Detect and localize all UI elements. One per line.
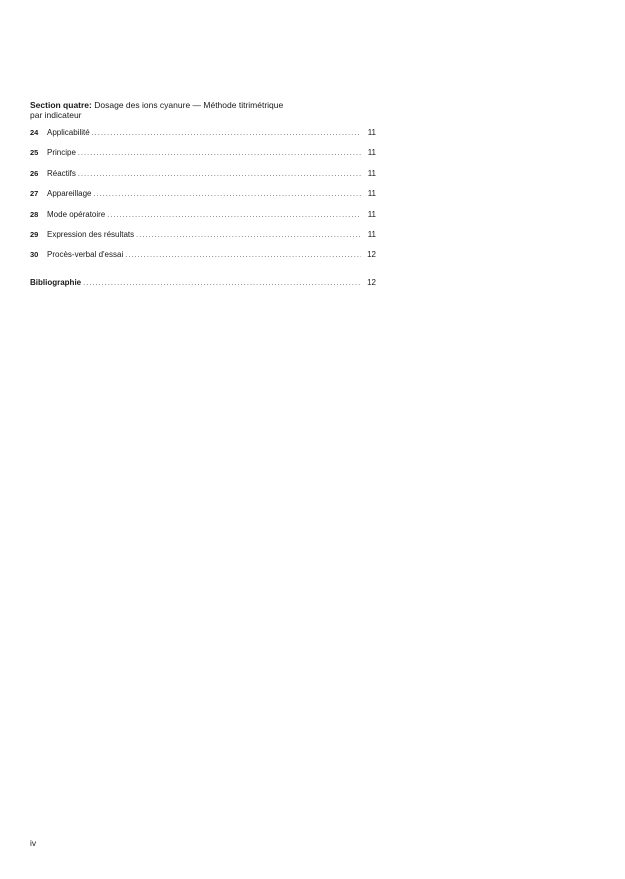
toc-leader-dots xyxy=(92,129,361,139)
toc-entry-title: Applicabilité xyxy=(47,128,90,137)
toc-leader-dots xyxy=(83,279,361,289)
toc-entry-title: Appareillage xyxy=(47,189,92,199)
section-heading xyxy=(30,100,360,120)
table-of-contents xyxy=(30,128,376,271)
bibliography-page: 12 xyxy=(367,278,376,287)
toc-entry[interactable] xyxy=(30,210,376,230)
toc-entry-title: Mode opératoire xyxy=(47,209,106,219)
toc-entry-number: 25 xyxy=(30,148,39,158)
toc-entry-number: 24 xyxy=(30,128,39,137)
toc-entry-title: Procès-verbal d'essai xyxy=(47,250,124,260)
toc-entry[interactable] xyxy=(30,250,376,270)
toc-entry-page: 11 xyxy=(367,189,376,199)
toc-leader-dots xyxy=(78,170,361,180)
toc-entry-number: 29 xyxy=(30,229,39,239)
toc-leader-dots xyxy=(125,251,361,261)
toc-entry-title: Principe xyxy=(47,148,76,158)
bibliography-title: Bibliographie xyxy=(30,278,82,287)
toc-entry-page: 11 xyxy=(367,128,376,137)
toc-entry-number: 28 xyxy=(30,209,39,219)
toc-entry-page: 11 xyxy=(367,148,376,158)
toc-entry-number: 27 xyxy=(30,189,39,199)
toc-entry[interactable] xyxy=(30,148,376,168)
toc-entry[interactable] xyxy=(30,128,376,148)
toc-entry-title: Expression des résultats xyxy=(47,229,135,239)
toc-leader-dots xyxy=(93,190,361,200)
toc-entry-title: Réactifs xyxy=(47,168,76,178)
section-title: Dosage des ions cyanure — Méthode titrimétrique xyxy=(94,100,284,110)
toc-leader-dots xyxy=(78,149,361,159)
page-number: iv xyxy=(30,838,37,848)
toc-entry-page: 11 xyxy=(367,229,376,239)
toc-entry-page: 11 xyxy=(367,168,376,178)
toc-leader-dots xyxy=(136,231,361,241)
bibliography-entry[interactable] xyxy=(30,278,376,298)
toc-entry-page: 12 xyxy=(367,250,376,260)
section-label: Section quatre: xyxy=(30,100,92,110)
toc-leader-dots xyxy=(107,211,361,221)
toc-entry[interactable] xyxy=(30,230,376,250)
toc-entry-bibliography[interactable] xyxy=(30,278,376,298)
toc-entry[interactable] xyxy=(30,169,376,189)
toc-entry[interactable] xyxy=(30,189,376,209)
toc-entry-page: 11 xyxy=(367,209,376,219)
section-subtitle: par indicateur xyxy=(30,110,82,120)
toc-entry-number: 26 xyxy=(30,168,39,178)
toc-entry-number: 30 xyxy=(30,250,39,260)
